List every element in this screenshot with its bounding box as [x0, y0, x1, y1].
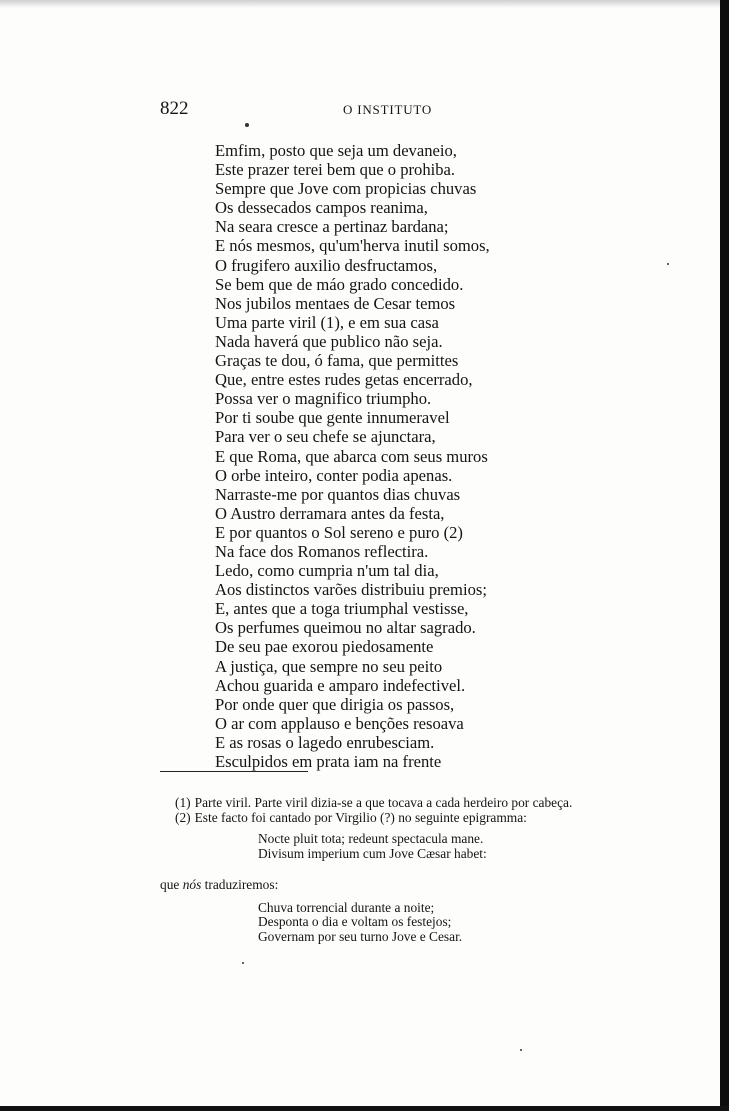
poem-line: Se bem que de máo grado concedido. — [215, 274, 464, 294]
poem-line: Por ti soube que gente innumeravel — [215, 408, 450, 428]
footnote-1-marker: (1) — [175, 795, 191, 810]
poem-line: O frugifero auxilio desfructamos, — [215, 255, 438, 275]
footnote-2-text: Este facto foi cantado por Virgilio (?) no seguinte epigramma: — [194, 810, 527, 826]
page-number: 822 — [160, 98, 189, 119]
poem-line: Possa ver o magnifico triumpho. — [215, 389, 432, 409]
scan-speck — [667, 263, 669, 265]
page-header — [160, 98, 630, 122]
poem-line: E nós mesmos, qu'um'herva inutil somos, — [215, 236, 490, 256]
poem-line: A justiça, que sempre no seu peito — [215, 656, 443, 676]
running-title: O INSTITUTO — [343, 102, 433, 117]
poem-line: Na seara cresce a pertinaz bardana; — [215, 217, 449, 237]
poem-line: Que, entre estes rudes getas encerrado, — [215, 370, 473, 390]
poem-line: Graças te dou, ó fama, que permittes — [215, 351, 459, 371]
footnote-separator — [160, 771, 308, 772]
poem-line: Narraste-me por quantos dias chuvas — [215, 484, 461, 504]
translation-intro — [160, 877, 635, 892]
footnote-2 — [160, 810, 635, 825]
poem-line: Na face dos Romanos reflectira. — [215, 541, 429, 561]
latin-line: Divisum imperium cum Jove Cæsar habet: — [258, 846, 487, 861]
poem-line: O Austro derramara antes da festa, — [215, 503, 445, 523]
footnote-1 — [160, 795, 635, 810]
scan-speck — [245, 123, 249, 127]
poem-line: O ar com applauso e benções resoava — [215, 713, 464, 733]
poem-line: E que Roma, que abarca com seus muros — [215, 446, 488, 466]
poem-line: Esculpidos em prata iam na frente — [215, 752, 442, 771]
translation-line: Chuva torrencial durante a noite; — [258, 899, 435, 915]
latin-line: Nocte pluit tota; redeunt spectacula mane. — [258, 831, 484, 847]
poem — [215, 141, 635, 771]
poem-line: Por onde quer que dirigia os passos, — [215, 694, 455, 714]
poem-line: E as rosas o lagedo enrubesciam. — [215, 732, 435, 752]
poem-line: Para ver o seu chefe se ajunctara, — [215, 427, 436, 447]
poem-line: Nada haverá que publico não seja. — [215, 331, 443, 351]
translation-intro-prefix: que — [160, 876, 180, 892]
poem-line: O orbe inteiro, conter podia apenas. — [215, 465, 453, 485]
poem-line: Ledo, como cumpria n'um tal dia, — [215, 561, 439, 581]
scan-edge-right — [720, 0, 729, 1111]
poem-line: E, antes que a toga triumphal vestisse, — [215, 599, 469, 619]
translation-line: Governam por seu turno Jove e Cesar. — [258, 928, 463, 944]
poem-line: Uma parte viril (1), e em sua casa — [215, 312, 439, 332]
footnote-2-marker: (2) — [175, 810, 191, 826]
poem-line: Os perfumes queimou no altar sagrado. — [215, 618, 476, 638]
footnote-1-text: Parte viril. Parte viril dizia-se a que tocava a cada herdeiro por cabeça. — [194, 795, 573, 810]
scan-speck — [520, 1049, 522, 1051]
translation-intro-suffix: traduziremos: — [204, 876, 279, 892]
latin-epigram — [258, 832, 635, 861]
poem-line: Emfim, posto que seja um devaneio, — [215, 141, 457, 160]
poem-line: Este prazer terei bem que o prohiba. — [215, 160, 456, 180]
scan-speck — [242, 962, 244, 964]
poem-line: Aos distinctos varões distribuiu premios; — [215, 580, 487, 600]
poem-line: Os dessecados campos reanima, — [215, 198, 428, 218]
poem-line: Achou guarida e amparo indefectivel. — [215, 675, 466, 695]
poem-line: Nos jubilos mentaes de Cesar temos — [215, 293, 456, 313]
translation-intro-italic: nós — [182, 876, 202, 892]
footnotes — [160, 795, 635, 945]
scan-edge-bottom — [0, 1106, 729, 1111]
poem-line: E por quantos o Sol sereno e puro (2) — [215, 522, 463, 542]
poem-line: Sempre que Jove com propicias chuvas — [215, 179, 477, 199]
translation-line: Desponta o dia e voltam os festejos; — [258, 914, 452, 930]
portuguese-translation — [258, 901, 635, 945]
scan-edge-top — [0, 0, 729, 8]
poem-line: De seu pae exorou piedosamente — [215, 637, 434, 657]
